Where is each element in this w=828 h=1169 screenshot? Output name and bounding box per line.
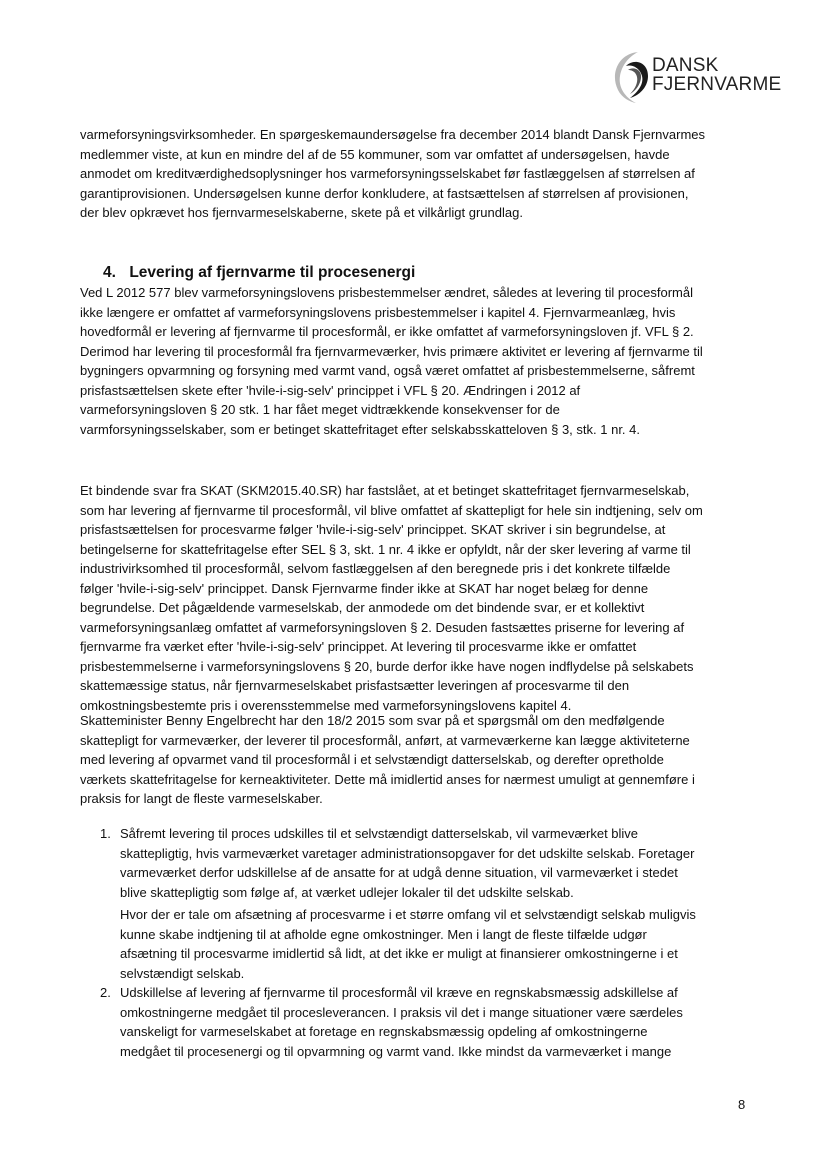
text-line: Derimod har levering til procesformål fra fjernvarmeværker, hvis primære aktivitet er levering af fjernvarme til	[80, 343, 703, 359]
text-line: prisfastsættelsen for procesvarme følger 'hvile-i-sig-selv' princippet. SKAT skriver i sin begrundelse, at	[80, 522, 666, 537]
text-line: skattepligtig, hvis varmeværket varetager administrationsopgaver for det udskilte selskab. Foretager	[120, 845, 695, 861]
intro-paragraph	[80, 125, 705, 223]
text-line: hovedformål er levering af fjernvarme til procesformål, er ikke omfattet af varmeforsyningsloven jf. VFL § 2.	[80, 324, 694, 339]
text-line: betingelserne for skattefritagelse efter SEL § 3, skt. 1 nr. 4 ikke er opfyldt, når der sker levering af varme til	[80, 541, 691, 557]
text-line: varmeforsyningsloven § 20 stk. 1 har fået meget vidtrækkende konsekvenser for de	[80, 402, 560, 417]
text-line: prisfastsættelsen skete efter 'hvile-i-sig-selv' princippet i VFL § 20. Ændringen i 2012 af	[80, 382, 581, 398]
text-line: der blev opkrævet hos fjernvarmeselskaberne, skete på et vilkårligt grundlag.	[80, 205, 523, 220]
text-line: med levering af opvarmet vand til procesformål i et selvstændigt datterselskab, og derefter opretholde	[80, 752, 664, 767]
text-line: praksis for langt de fleste varmeselskaber.	[80, 791, 323, 806]
text-line: skattepligt for varmeværker, der leverer til procesformål, anført, at varmeværkerne kan lægge aktiviteterne	[80, 732, 690, 748]
text-line: omkostningerne medgået til procesleverancen. I praksis vil det i mange situationer være særdeles	[120, 1004, 683, 1020]
text-line: omkostningsbestemte pris i overensstemmelse med varmeforsyningslovens kapitel 4.	[80, 697, 572, 713]
text-line: ikke længere er omfattet af varmeforsyningslovens prisbestemmelser i kapitel 4. Fjernvarmeanlæg, hvis	[80, 304, 676, 320]
text-line: garantiprovisionen. Undersøgelsen kunne derfor konkludere, at fastsættelsen af størrelsen af provisionen,	[80, 185, 689, 201]
logo-text-fjernvarme: FJERNVARME	[652, 74, 782, 95]
text-line: varmforsyningsselskaber, som er betinget skattefritaget efter selskabsskatteloven § 3, stk. 1 nr. 4.	[80, 421, 640, 437]
text-line: varmeværket derfor udskillelse af de ansatte for at udgå denne situation, vil varmeværket i stedet	[120, 865, 678, 880]
paragraph-3	[80, 711, 695, 809]
section-title: Levering af fjernvarme til procesenergi	[129, 264, 416, 281]
section-number: 4.	[103, 264, 116, 281]
text-line: som har levering af fjernvarme til procesformål, vil blive omfattet af skattepligt for hele sin indtjening, selv om	[80, 502, 703, 518]
text-line: selvstændigt selskab.	[120, 965, 245, 981]
paragraph-2	[80, 481, 703, 715]
text-line: medlemmer viste, at kun en mindre del af de 55 kommuner, som var omfattet af undersøgelsen, havde	[80, 146, 670, 162]
text-line: Skatteminister Benny Engelbrecht har den 18/2 2015 som svar på et spørgsmål om den medfølgende	[80, 713, 665, 728]
text-line: industrivirksomhed til procesformål, selvom fastlæggelsen af den beregnede pris i det konkrete tilfælde	[80, 561, 671, 576]
text-line: prisbestemmelserne i varmeforsyningslovens § 20, burde derfor ikke have nogen indflydelse på selskabets	[80, 658, 694, 674]
logo-text-dansk: DANSK	[652, 55, 719, 76]
text-line: kunne skabe indtjening til at afholde egne omkostninger. Men i langt de fleste tilfælde udgør	[120, 926, 647, 942]
text-line: Såfremt levering til proces udskilles til et selvstændigt datterselskab, vil varmeværket blive	[120, 826, 639, 841]
list-item	[100, 824, 696, 983]
text-line: varmeforsyningsanlæg omfattet af varmeforsyningsloven § 2. Desuden fastsættes priserne for levering af	[80, 619, 685, 635]
text-line: Ved L 2012 577 blev varmeforsyningslovens prisbestemmelser ændret, således at levering til procesformål	[80, 285, 693, 300]
section-heading	[103, 264, 415, 282]
dansk-fjernvarme-logo	[608, 46, 788, 106]
list-number: 1.	[100, 826, 111, 841]
text-line: Et bindende svar fra SKAT (SKM2015.40.SR) har fastslået, at et betinget skattefritaget fjernvarmeselskab,	[80, 483, 690, 498]
text-line: værkets skattefritagelse for kerneaktiviteter. Dette må imidlertid anses for nærmest umuligt at gennemføre i	[80, 771, 695, 787]
text-line: fjernvarme fra værket efter 'hvile-i-sig-selv' princippet. At levering til procesvarme ikke er omfattet	[80, 639, 637, 654]
text-line: blive skattepligtig som følge af, at værket udlejer lokaler til det udskilte selskab.	[120, 884, 574, 900]
text-line: Udskillelse af levering af fjernvarme til procesformål vil kræve en regnskabsmæssig adskillelse af	[120, 985, 678, 1000]
text-line: afsætning til procesvarme imidlertid så lidt, at det ikke er muligt at finansierer omkostningerne i et	[120, 946, 678, 961]
list-item	[100, 983, 683, 1061]
text-line: anmodet om kreditværdighedsoplysninger hos varmeforsyningsselskabet før fastlæggelsen af størrelsen af	[80, 166, 695, 181]
page-number: 8	[738, 1097, 746, 1112]
text-line: medgået til procesenergi og til opvarmning og varmt vand. Ikke mindst da varmeværket i mange	[120, 1043, 672, 1059]
list-number: 2.	[100, 985, 111, 1000]
text-line: varmeforsyningsvirksomheder. En spørgeskemaundersøgelse fra december 2014 blandt Dansk Fjernvarmes	[80, 127, 706, 142]
logo-swirl-icon	[608, 46, 652, 106]
text-line: skattemæssige status, når fjernvarmeselskabet prisfastsætter leveringen af procesvarme til den	[80, 678, 630, 693]
paragraph-1	[80, 283, 703, 439]
text-line: Hvor der er tale om afsætning af procesvarme i et større omfang vil et selvstændigt selskab muligvis	[120, 907, 696, 922]
text-line: begrundelse. Det pågældende varmeselskab, der anmodede om det bindende svar, er et kollektivt	[80, 600, 645, 615]
text-line: følger 'hvile-i-sig-selv' princippet. Dansk Fjernvarme finder ikke at SKAT har noget belæg for denne	[80, 580, 649, 596]
text-line: bygningers opvarmning og forsyning med varmt vand, også været omfattet af prisbestemmelserne, såfremt	[80, 363, 695, 378]
text-line: vanskeligt for varmeselskabet at foretage en regnskabsmæssig opdeling af omkostningerne	[120, 1024, 648, 1039]
